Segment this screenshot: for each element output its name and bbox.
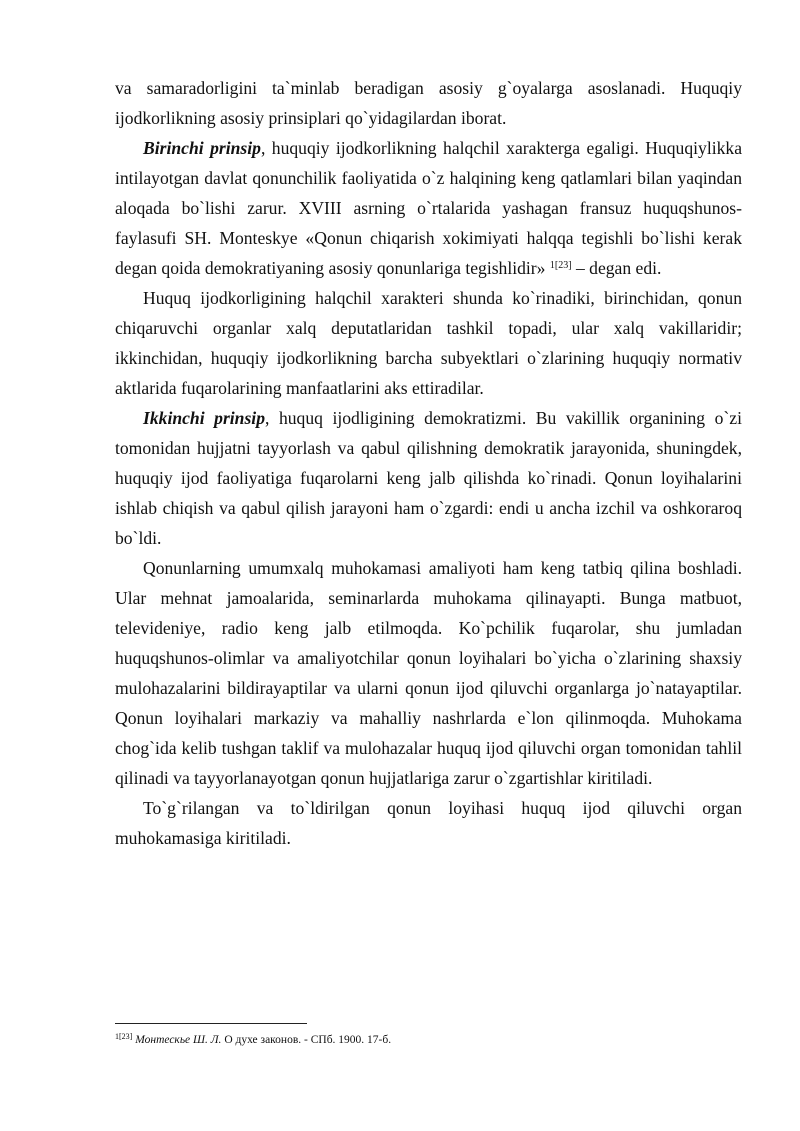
footnote-author: Монтескье Ш. Л.: [135, 1034, 222, 1046]
paragraph-text: va samaradorligini ta`minlab beradigan asosiy g`oyalarga asoslanadi. Huquqiy ijodkorlikning asosiy prinsiplari qo`yidagilardan iborat.: [115, 78, 742, 128]
paragraph-text: Huquq ijodkorligining halqchil xarakteri shunda ko`rinadiki, birinchidan, qonun chiqaruvchi organlar xalq deputatlaridan tashkil topadi, ular xalq vakillaridir; ikkinchidan, huquqiy ijodkorlikning barcha subyektlari o`zlarining huquqiy normativ aktlarida fuqarolarining manfaatlarini aks ettiradilar.: [115, 288, 742, 398]
paragraph-text: – degan edi.: [571, 258, 662, 278]
paragraph-public-discussion: [115, 553, 742, 793]
paragraph-text: , huquq ijodligining demokratizmi. Bu vakillik organining o`zi tomonidan hujjatni tayyorlash va qabul qilishning demokratik jarayonida, shuningdek, huquqiy ijod faoliyatiga fuqarolarni keng jalb qilishda ko`rinadi. Qonun loyihalarini ishlab chiqish va qabul qilish jarayoni ham o`zgardi: endi u ancha izchil va oshkoraroq bo`ldi.: [115, 408, 743, 548]
paragraph-continuation: [115, 73, 742, 133]
paragraph-second-principle: [115, 403, 742, 553]
principle-heading: Ikkinchi prinsip: [143, 408, 265, 428]
paragraph-text: To`g`rilangan va to`ldirilgan qonun loyihasi huquq ijod qiluvchi organ muhokamasiga kiritiladi.: [115, 798, 742, 848]
footnote-text: О духе законов. - СПб. 1900. 17-б.: [221, 1034, 392, 1046]
paragraph-corrected-draft: [115, 793, 742, 853]
paragraph-popular-character: [115, 283, 742, 403]
paragraph-first-principle: [115, 133, 742, 283]
principle-heading: Birinchi prinsip: [143, 138, 261, 158]
footnote: [115, 1032, 742, 1048]
body-text: [115, 73, 742, 853]
footnote-reference[interactable]: 1[23]: [549, 260, 572, 271]
paragraph-text: , huquqiy ijodkorlikning halqchil xarakterga egaligi. Huquqiylikka intilayotgan davlat qonunchilik faoliyatida o`z halqining keng qatlamlari bilan yaqindan aloqada bo`lishi zarur. XVIII asrning o`rtalarida yashagan fransuz huquqshunos-faylasufi SH. Monteskye «Qonun chiqarish xokimiyati halqqa tegishli bo`lishi kerak degan qoida demokratiyaning asosiy qonunlariga tegishlidir»: [115, 138, 742, 278]
footnote-separator: [115, 1023, 307, 1024]
paragraph-text: Qonunlarning umumxalq muhokamasi amaliyoti ham keng tatbiq qilina boshladi. Ular mehnat jamoalarida, seminarlarda muhokama qilinayapti. Bunga matbuot, televideniye, radio keng jalb etilmoqda. Ko`pchilik fuqarolar, shu jumladan huquqshunos-olimlar va amaliyotchilar qonun loyihalari bo`yicha o`zlarining shaxsiy mulohazalarini bildirayaptilar va ularni qonun ijod qiluvchi organlarga jo`natayaptilar. Qonun loyihalari markaziy va mahalliy nashrlarda e`lon qilinmoqda. Muhokama chog`ida kelib tushgan taklif va mulohazalar huquq ijod qiluvchi organ tomonidan tahlil qilinadi va tayyorlanayotgan qonun hujjatlariga zarur o`zgartishlar kiritiladi.: [115, 558, 742, 788]
footnote-marker: 1[23]: [115, 1032, 133, 1041]
